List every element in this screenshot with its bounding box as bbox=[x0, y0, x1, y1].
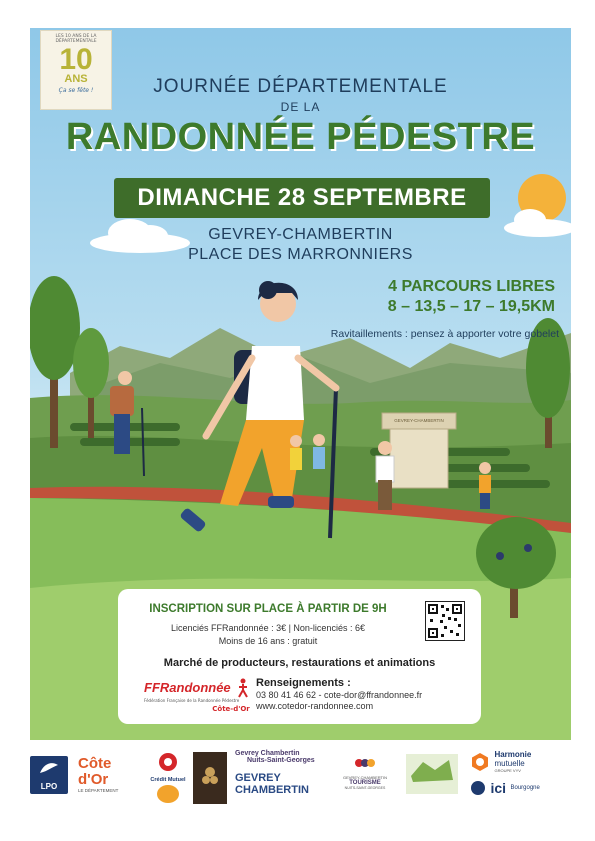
hexagon-icon bbox=[470, 752, 490, 772]
wine-label-logo bbox=[193, 752, 227, 804]
ici-label: ici bbox=[490, 779, 507, 796]
credit-mutuel-logo bbox=[148, 752, 188, 803]
map-icon bbox=[409, 756, 455, 784]
renseignements bbox=[256, 677, 422, 711]
ffr-region: Côte-d'Or bbox=[212, 704, 250, 713]
bird-icon bbox=[38, 759, 60, 777]
cotedor-label: Côte d'Or bbox=[78, 755, 112, 788]
badge-tagline: Ça se fête ! bbox=[58, 87, 94, 94]
ffrandonnee-logo bbox=[144, 677, 250, 713]
gevrey-nuits-line1: Gevrey Chambertin bbox=[235, 750, 300, 757]
harmonie-line1: Harmonie bbox=[494, 750, 532, 759]
anniversary-badge bbox=[40, 30, 112, 110]
location-town: GEVREY-CHAMBERTIN bbox=[208, 226, 393, 243]
tourisme-top: GEVREY-CHAMBERTIN bbox=[342, 775, 387, 780]
contact-website[interactable]: www.cotedor-randonnee.com bbox=[256, 701, 374, 711]
ici-dot-icon bbox=[470, 780, 486, 796]
gevrey-nuits-logo bbox=[235, 750, 325, 796]
lpo-logo bbox=[30, 756, 68, 794]
tarif-moins-16: Moins de 16 ans : gratuit bbox=[218, 636, 318, 646]
credit-mutuel-icon bbox=[157, 752, 179, 772]
info-box bbox=[118, 589, 481, 724]
tourisme-sub: NUITS-SAINT-GEORGES bbox=[344, 786, 386, 790]
lpo-label: LPO bbox=[40, 782, 58, 791]
gevrey-nuits-line2: Nuits-Saint-Georges bbox=[247, 757, 315, 764]
vine-icon bbox=[200, 762, 220, 792]
event-date: DIMANCHE 28 SEPTEMBRE bbox=[114, 178, 490, 218]
ffr-brand: FFRandonnée bbox=[144, 680, 231, 695]
tarif-licencies: Licenciés FFRandonnée : 3€ | Non-licenciés : 6€ bbox=[171, 623, 365, 633]
grape-icon bbox=[353, 756, 377, 770]
tourisme-logo bbox=[340, 756, 390, 790]
poster bbox=[30, 28, 571, 740]
market-line: Marché de producteurs, restaurations et animations bbox=[163, 657, 436, 669]
stone-sign-label: GEVREY-CHAMBERTIN bbox=[394, 418, 444, 423]
renseignements-title: Renseignements : bbox=[256, 677, 351, 689]
title-line2: DE LA bbox=[280, 100, 321, 114]
harmonie-line2: mutuelle bbox=[494, 759, 525, 768]
inscription-heading: INSCRIPTION SUR PLACE À PARTIR DE 9H bbox=[149, 603, 387, 615]
location-place: PLACE DES MARRONNIERS bbox=[188, 246, 413, 263]
badge-number: 10 bbox=[59, 43, 93, 76]
qr-code-icon[interactable] bbox=[425, 601, 465, 641]
harmonie-line3: GROUPE VYV bbox=[494, 768, 521, 773]
cotedor-logo bbox=[78, 756, 140, 793]
ravitaillement-note: Ravitaillements : pensez à apporter votre gobelet bbox=[330, 328, 559, 340]
cotedor-sub: LE DÉPARTEMENT bbox=[78, 788, 119, 793]
parcours-title: 4 PARCOURS LIBRES bbox=[388, 278, 555, 295]
seal-icon bbox=[157, 785, 179, 803]
tourisme-label: TOURISME bbox=[349, 780, 381, 786]
title-main: RANDONNÉE PÉDESTRE bbox=[65, 116, 536, 158]
child-illustration bbox=[479, 462, 491, 509]
contact-phone-email: 03 80 41 46 62 - cote-dor@ffrandonnee.fr bbox=[256, 690, 423, 700]
badge-top-text: LES 10 ANS DE LA DÉPARTEMENTALE bbox=[55, 34, 97, 44]
parcours-distances: 8 – 13,5 – 17 – 19,5KM bbox=[387, 298, 555, 315]
communaute-logo bbox=[406, 754, 458, 794]
ici-sub: Bourgogne bbox=[510, 784, 540, 791]
sponsor-logos bbox=[30, 750, 570, 810]
ffr-small-text: Fédération Française de la Randonnée Pédestre bbox=[144, 697, 240, 703]
gevrey-big-line2: CHAMBERTIN bbox=[235, 784, 309, 796]
harmonie-logo bbox=[470, 750, 560, 797]
gevrey-big-line1: GEVREY bbox=[235, 772, 281, 784]
hiker-icon bbox=[236, 678, 250, 698]
credit-mutuel-label: Crédit Mutuel bbox=[150, 777, 186, 783]
title-line1: JOURNÉE DÉPARTEMENTALE bbox=[153, 76, 448, 97]
badge-ans: ANS bbox=[64, 73, 88, 85]
